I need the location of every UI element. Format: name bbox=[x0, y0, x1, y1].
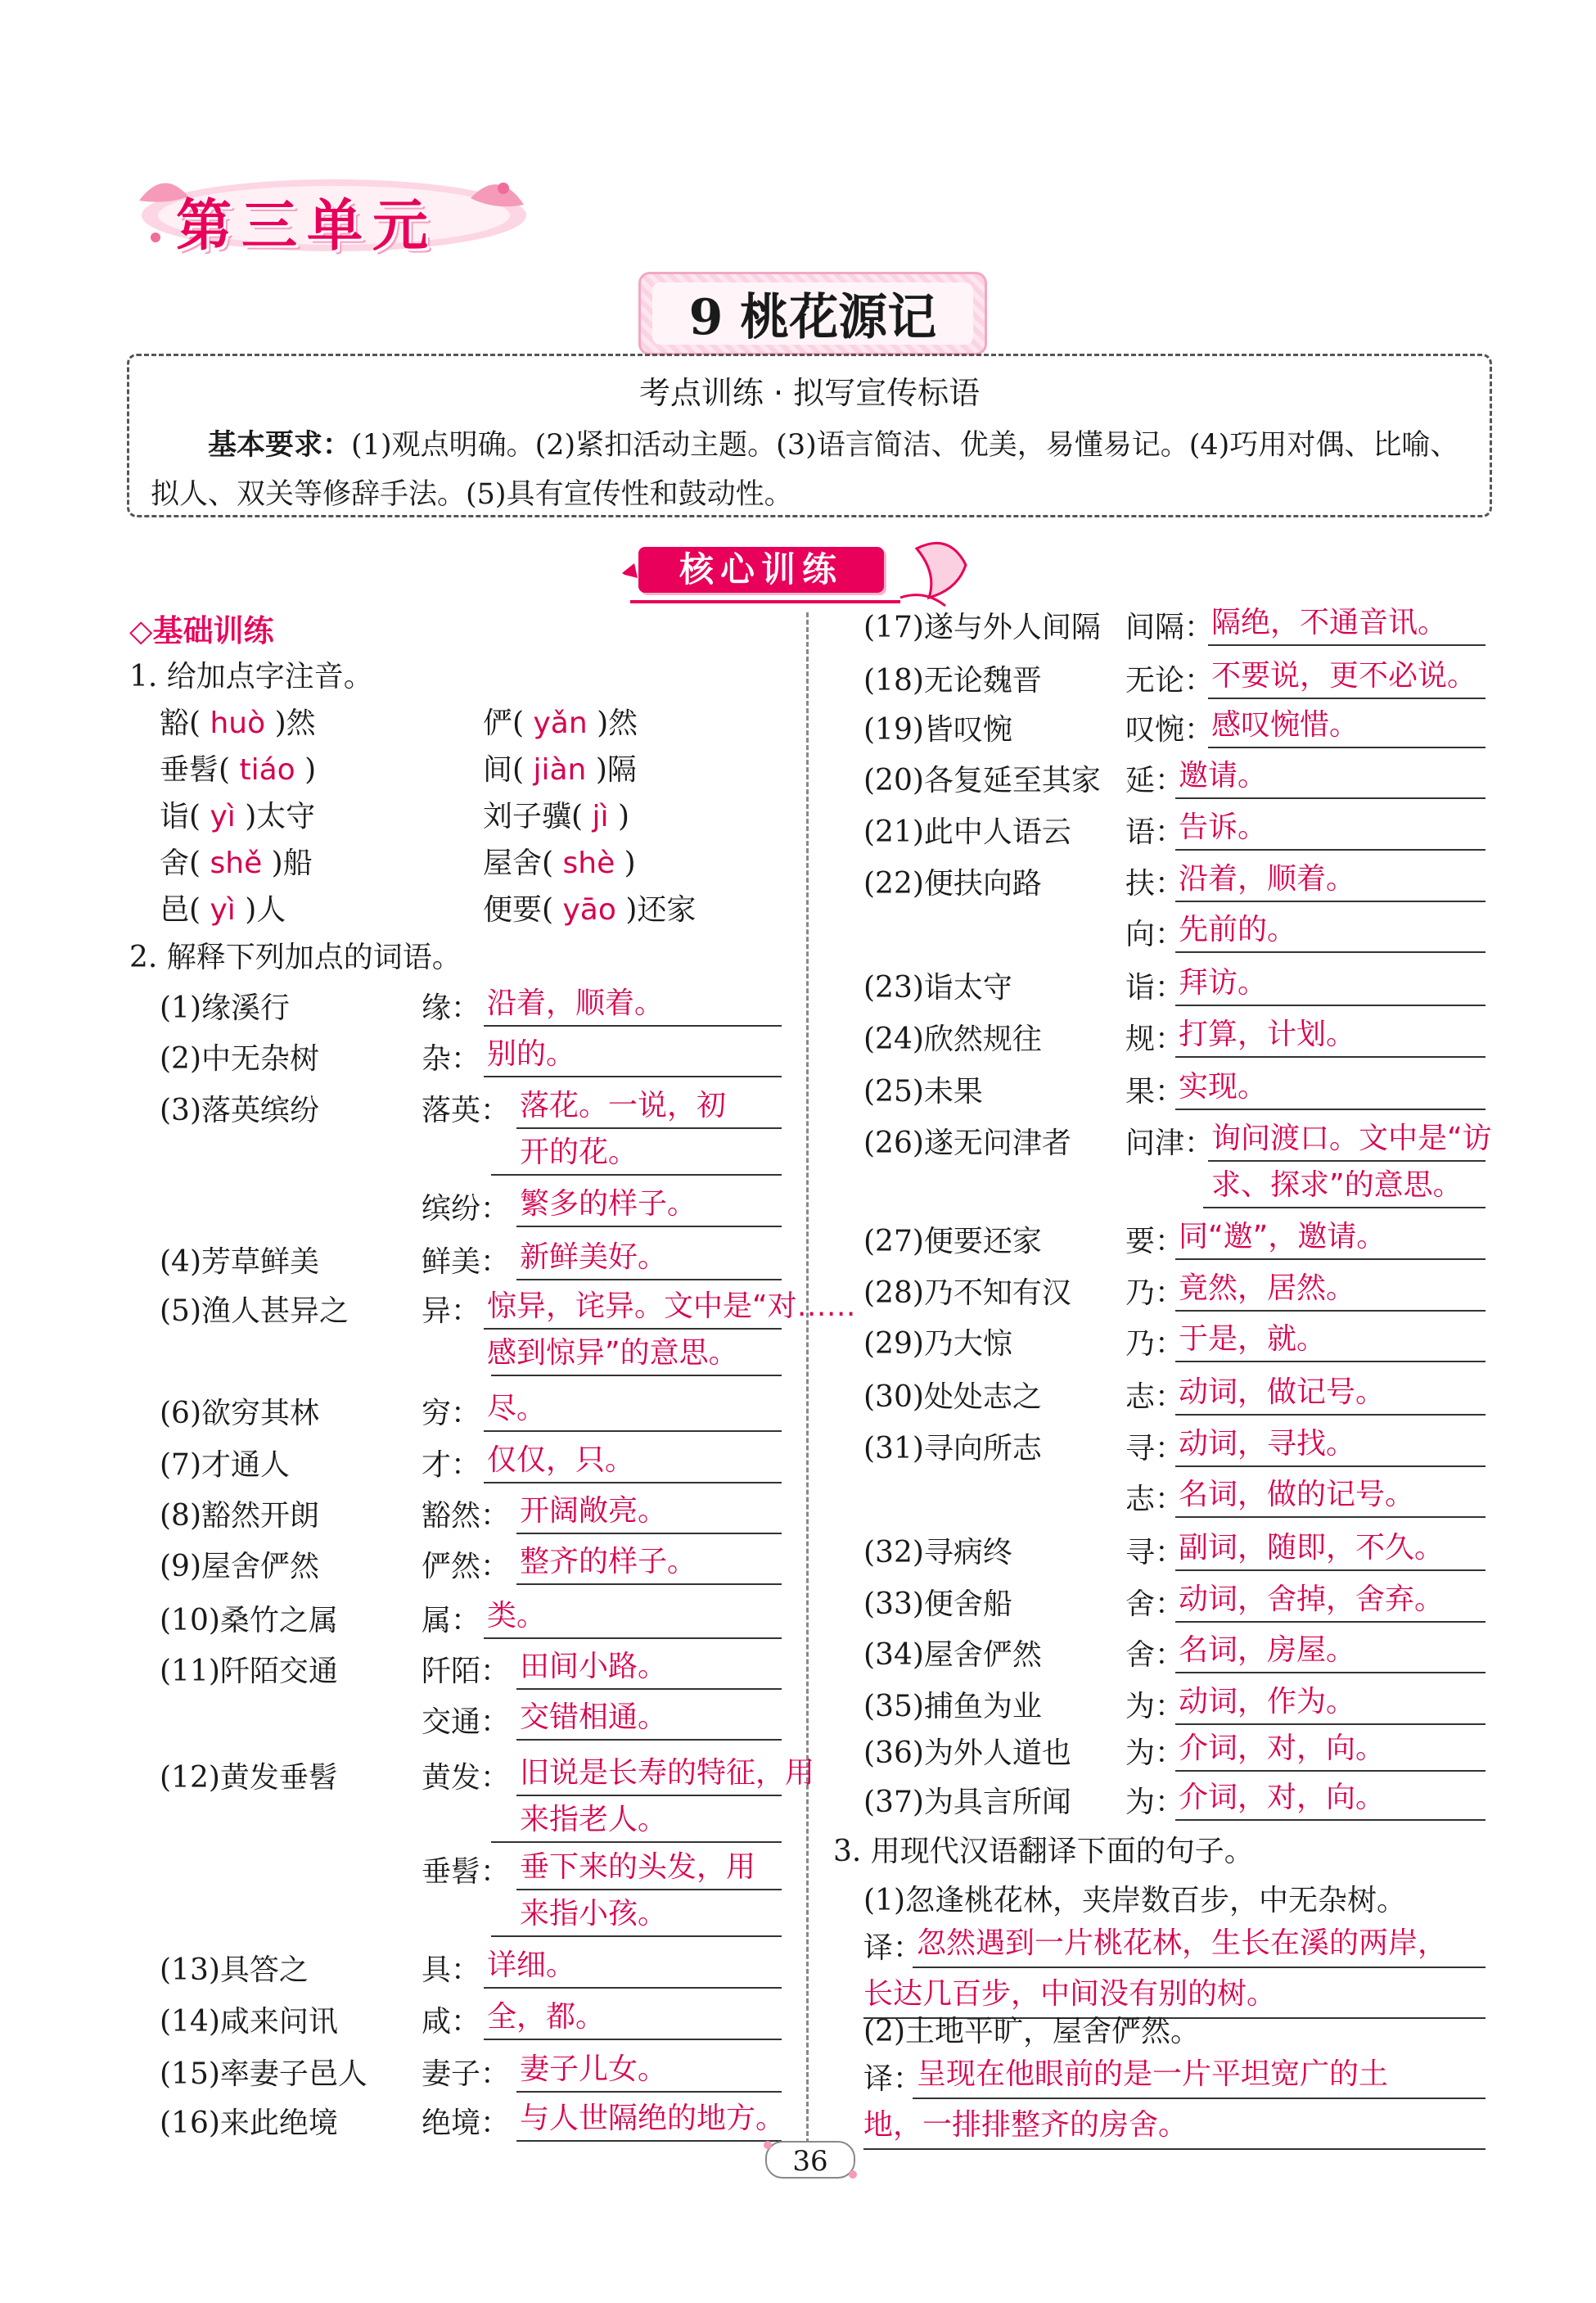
q2-keyword: 诣： bbox=[1125, 971, 1185, 1005]
requirement-body: (1)观点明确。(2)紧扣活动主题。(3)语言简洁、优美，易懂易记。(4)巧用对偶、比喻、拟人、双关等修辞手法。(5)具有宣传性和鼓动性。 bbox=[151, 429, 1459, 511]
pinyin-item bbox=[483, 846, 636, 882]
q2-keyword: 妻子： bbox=[422, 2057, 511, 2091]
q2-question: (16)来此绝境 bbox=[160, 2107, 338, 2140]
q2-question: (10)桑竹之属 bbox=[160, 1604, 338, 1637]
pinyin-item bbox=[483, 706, 638, 742]
q2-question: (11)阡陌交通 bbox=[160, 1655, 338, 1688]
q3-answer: 地，一排排整齐的房舍。 bbox=[863, 2108, 1188, 2142]
pinyin-item bbox=[160, 706, 316, 742]
q2-question: (31)寻向所志 bbox=[863, 1432, 1042, 1465]
pinyin-word: 垂髫( bbox=[160, 753, 231, 787]
q2-answer-line bbox=[1175, 1056, 1486, 1058]
q2-question: (21)此中人语云 bbox=[863, 815, 1071, 849]
q2-question: (17)遂与外人间隔 bbox=[863, 611, 1101, 644]
q2-keyword: 寻： bbox=[1125, 1536, 1185, 1569]
q2-answer: 落花。一说，初 bbox=[520, 1089, 727, 1122]
q2-answer: 新鲜美好。 bbox=[520, 1240, 668, 1274]
q2-answer: 沿着，顺着。 bbox=[1179, 862, 1356, 896]
pinyin-word: 豁( bbox=[160, 707, 201, 740]
pinyin-suffix: )隔 bbox=[595, 753, 637, 787]
pinyin-word: 诣( bbox=[160, 800, 201, 833]
q2-keyword: 异： bbox=[422, 1294, 481, 1328]
q2-answer-line bbox=[516, 1795, 782, 1796]
q2-answer: 动词，作为。 bbox=[1179, 1685, 1356, 1718]
q3-sentence: (2)土地平旷，屋舍俨然。 bbox=[863, 2015, 1200, 2048]
q2-question: (20)各复延至其家 bbox=[863, 764, 1101, 797]
q2-title: 2. 解释下列加点的词语。 bbox=[129, 941, 462, 974]
pinyin-item bbox=[160, 846, 313, 882]
q2-answer: 旧说是长寿的特征，用 bbox=[520, 1756, 815, 1790]
q2-keyword: 乃： bbox=[1125, 1276, 1185, 1310]
q2-keyword: 缤纷： bbox=[422, 1192, 511, 1226]
pinyin-suffix: )还家 bbox=[625, 893, 697, 927]
q2-answer: 介词，对，向。 bbox=[1179, 1781, 1386, 1814]
q2-answer-line bbox=[516, 1583, 782, 1585]
q2-keyword: 规： bbox=[1125, 1023, 1185, 1056]
pinyin-answer: shè bbox=[553, 847, 624, 880]
q2-keyword: 具： bbox=[422, 1953, 481, 1987]
unit-title: 第三单元 bbox=[176, 194, 439, 259]
q2-keyword: 才： bbox=[422, 1448, 481, 1482]
q2-question: (18)无论魏晋 bbox=[863, 664, 1042, 698]
q2-keyword: 为： bbox=[1125, 1736, 1185, 1770]
q2-answer-line bbox=[1175, 797, 1486, 799]
q2-question: (26)遂无问津者 bbox=[863, 1127, 1071, 1160]
q2-answer-line bbox=[1175, 1361, 1486, 1362]
q2-question: (8)豁然开朗 bbox=[160, 1499, 319, 1533]
q2-answer: 繁多的样子。 bbox=[520, 1187, 697, 1221]
q2-answer-line bbox=[1175, 1310, 1486, 1312]
q3-answer-line bbox=[913, 1967, 1486, 1968]
q2-question: (7)才通人 bbox=[160, 1448, 290, 1482]
q2-answer-line bbox=[1175, 1414, 1486, 1416]
q2-question: (12)黄发垂髫 bbox=[160, 1761, 338, 1795]
q2-answer-line bbox=[484, 1076, 782, 1077]
pinyin-answer: yì bbox=[201, 893, 246, 927]
pinyin-suffix: )太守 bbox=[245, 800, 316, 833]
lesson-title: 9 桃花源记 bbox=[652, 282, 973, 345]
pinyin-word: 间( bbox=[483, 753, 525, 787]
q2-answer-line bbox=[484, 1482, 782, 1483]
q2-answer-line bbox=[1175, 1723, 1486, 1725]
q2-keyword: 垂髫： bbox=[422, 1855, 511, 1889]
q2-answer-line bbox=[516, 1127, 782, 1129]
pinyin-word: 屋舍( bbox=[483, 847, 554, 880]
q2-answer: 开的花。 bbox=[520, 1136, 638, 1169]
q2-answer-line bbox=[491, 1935, 782, 1937]
q2-answer: 名词，房屋。 bbox=[1179, 1633, 1356, 1667]
q2-answer-line bbox=[1203, 1207, 1486, 1208]
q2-answer: 感到惊异”的意思。 bbox=[487, 1336, 738, 1370]
q2-keyword: 叹惋： bbox=[1125, 713, 1215, 747]
q2-keyword: 黄发： bbox=[422, 1761, 511, 1795]
q2-keyword: 豁然： bbox=[422, 1499, 511, 1533]
q2-answer: 来指老人。 bbox=[520, 1803, 668, 1836]
q2-question: (33)便舍船 bbox=[863, 1587, 1012, 1621]
pinyin-word: 俨( bbox=[483, 707, 525, 740]
pinyin-item bbox=[483, 892, 696, 928]
q2-answer: 交错相通。 bbox=[520, 1700, 668, 1734]
pinyin-item bbox=[160, 752, 316, 788]
q2-answer-line bbox=[484, 1637, 782, 1639]
q2-question: (37)为具言所闻 bbox=[863, 1786, 1071, 1819]
q3-answer-line bbox=[863, 2148, 1486, 2150]
pinyin-answer: jiàn bbox=[524, 753, 596, 787]
q2-answer: 详细。 bbox=[487, 1949, 576, 1982]
q2-question: (9)屋舍俨然 bbox=[160, 1550, 319, 1583]
q2-question: (2)中无杂树 bbox=[160, 1042, 319, 1076]
q2-answer-line bbox=[1175, 951, 1486, 953]
q2-keyword: 属： bbox=[422, 1604, 481, 1637]
q2-answer-line bbox=[1175, 849, 1486, 851]
q2-answer: 垂下来的头发，用 bbox=[520, 1850, 756, 1884]
q2-answer: 于是，就。 bbox=[1179, 1322, 1327, 1356]
q2-keyword: 向： bbox=[1125, 918, 1185, 951]
q2-answer-line bbox=[1175, 1258, 1486, 1260]
q2-answer-line bbox=[1175, 1516, 1486, 1518]
q2-keyword: 穷： bbox=[422, 1397, 481, 1430]
q2-answer-line bbox=[1175, 1770, 1486, 1772]
q2-keyword: 延： bbox=[1125, 764, 1185, 797]
q2-answer-line bbox=[491, 1841, 782, 1843]
q2-answer: 田间小路。 bbox=[520, 1650, 668, 1683]
q2-keyword: 语： bbox=[1125, 815, 1185, 849]
pinyin-suffix: ) bbox=[624, 847, 636, 880]
pinyin-item bbox=[160, 892, 286, 928]
q2-answer-line bbox=[1175, 1672, 1486, 1673]
core-training-title: 核心训练 bbox=[638, 547, 884, 593]
q2-keyword: 咸： bbox=[422, 2005, 481, 2039]
q3-label: 译： bbox=[863, 1931, 923, 1965]
q2-answer-line bbox=[516, 2091, 782, 2093]
q2-answer: 询问渡口。文中是“访 bbox=[1211, 1122, 1492, 1155]
q2-question: (32)寻病终 bbox=[863, 1536, 1012, 1569]
pinyin-suffix: )然 bbox=[274, 707, 316, 740]
q2-keyword: 杂： bbox=[422, 1042, 481, 1076]
q2-keyword: 舍： bbox=[1125, 1587, 1185, 1621]
q2-keyword: 交通： bbox=[422, 1705, 511, 1739]
pinyin-suffix: )然 bbox=[597, 707, 638, 740]
q2-answer-line bbox=[516, 1226, 782, 1227]
requirement-box bbox=[127, 354, 1492, 517]
pinyin-word: 舍( bbox=[160, 847, 201, 880]
pinyin-item bbox=[483, 799, 629, 835]
q2-answer: 打算，计划。 bbox=[1179, 1018, 1356, 1051]
q2-keyword: 缘： bbox=[422, 991, 481, 1025]
q2-answer-line bbox=[1175, 1005, 1486, 1006]
q2-answer-line bbox=[1175, 1819, 1486, 1821]
pinyin-answer: shě bbox=[201, 847, 272, 880]
q2-answer: 告诉。 bbox=[1179, 811, 1268, 844]
q3-sentence: (1)忽逢桃花林，夹岸数百步，中无杂树。 bbox=[863, 1884, 1406, 1917]
q2-answer-line bbox=[1175, 1109, 1486, 1110]
q2-answer-line bbox=[484, 1328, 782, 1330]
q2-question: (19)皆叹惋 bbox=[863, 713, 1012, 747]
q3-answer: 忽然遇到一片桃花林，生长在溪的两岸， bbox=[917, 1926, 1448, 1960]
q2-answer: 动词，寻找。 bbox=[1179, 1427, 1356, 1461]
pinyin-answer: yì bbox=[201, 800, 246, 833]
q1-title: 1. 给加点字注音。 bbox=[129, 660, 373, 693]
q2-question: (13)具答之 bbox=[160, 1953, 309, 1987]
q2-question: (22)便扶向路 bbox=[863, 867, 1042, 901]
q2-keyword: 无论： bbox=[1125, 664, 1215, 698]
q2-answer: 先前的。 bbox=[1179, 913, 1297, 946]
q2-answer-line bbox=[491, 1174, 782, 1176]
q2-question: (29)乃大惊 bbox=[863, 1327, 1012, 1361]
q2-answer-line bbox=[484, 1987, 782, 1989]
q2-answer-line bbox=[516, 1688, 782, 1690]
q2-answer: 动词，做记号。 bbox=[1179, 1375, 1386, 1409]
q2-question: (28)乃不知有汉 bbox=[863, 1276, 1071, 1310]
q2-answer-line bbox=[484, 1025, 782, 1027]
q2-question: (27)便要还家 bbox=[863, 1225, 1042, 1258]
q2-answer-line bbox=[484, 2039, 782, 2040]
q2-answer: 不要说，更不必说。 bbox=[1211, 659, 1477, 693]
pinyin-answer: jì bbox=[583, 800, 618, 833]
pinyin-suffix: )人 bbox=[245, 893, 286, 927]
requirement-label: 基本要求： bbox=[208, 429, 352, 462]
q2-answer: 感叹惋惜。 bbox=[1211, 708, 1359, 742]
pinyin-suffix: )船 bbox=[271, 847, 313, 880]
pinyin-word: 刘子骥( bbox=[483, 800, 584, 833]
q2-question: (24)欣然规往 bbox=[863, 1023, 1042, 1056]
requirement-text bbox=[151, 421, 1468, 519]
q2-keyword: 问津： bbox=[1125, 1127, 1215, 1160]
q2-answer: 隔绝，不通音讯。 bbox=[1211, 606, 1448, 639]
pinyin-item bbox=[160, 799, 315, 835]
q2-answer: 惊异，诧异。文中是“对…… bbox=[487, 1289, 856, 1323]
q2-answer-line bbox=[491, 1375, 782, 1376]
q2-answer: 名词，做的记号。 bbox=[1179, 1478, 1415, 1511]
q2-answer: 尽。 bbox=[487, 1392, 547, 1425]
q2-keyword: 志： bbox=[1125, 1483, 1185, 1516]
q2-keyword: 乃： bbox=[1125, 1327, 1185, 1361]
q2-keyword: 落英： bbox=[422, 1094, 511, 1127]
pinyin-word: 邑( bbox=[160, 893, 201, 927]
pinyin-word: 便要( bbox=[483, 893, 554, 927]
q2-answer: 实现。 bbox=[1179, 1070, 1268, 1104]
lesson-title-box bbox=[638, 272, 987, 355]
q2-keyword: 间隔： bbox=[1125, 611, 1215, 644]
q2-answer: 全，都。 bbox=[487, 2000, 606, 2034]
q2-answer: 来指小孩。 bbox=[520, 1897, 668, 1930]
q2-answer: 整齐的样子。 bbox=[520, 1545, 697, 1578]
q2-answer-line bbox=[516, 1533, 782, 1534]
q2-answer-line bbox=[1208, 698, 1486, 699]
q2-answer-line bbox=[1208, 1160, 1486, 1162]
q2-answer: 别的。 bbox=[487, 1037, 576, 1071]
q2-answer: 同“邀”，邀请。 bbox=[1179, 1220, 1386, 1253]
q3-answer: 长达几百步，中间没有别的树。 bbox=[863, 1977, 1277, 2011]
q3-label: 译： bbox=[863, 2062, 923, 2096]
q2-answer-line bbox=[516, 1889, 782, 1890]
page-number: 36 bbox=[792, 2145, 828, 2178]
q2-question: (25)未果 bbox=[863, 1075, 983, 1109]
q2-answer-line bbox=[1208, 747, 1486, 748]
q2-keyword: 绝境： bbox=[422, 2107, 511, 2140]
section-basic-heading: ◇基础训练 bbox=[129, 613, 274, 648]
q2-answer-line bbox=[1208, 644, 1486, 646]
pinyin-item bbox=[483, 752, 637, 788]
q2-question: (34)屋舍俨然 bbox=[863, 1638, 1042, 1672]
q2-answer: 拜访。 bbox=[1179, 966, 1268, 1000]
q2-answer-line bbox=[1175, 1569, 1486, 1571]
q2-answer-line bbox=[484, 1430, 782, 1432]
q2-keyword: 志： bbox=[1125, 1380, 1185, 1414]
q2-answer: 类。 bbox=[487, 1599, 547, 1632]
q2-question: (3)落英缤纷 bbox=[160, 1094, 319, 1127]
q2-answer: 求、探求”的意思。 bbox=[1211, 1168, 1463, 1202]
q2-keyword: 鲜美： bbox=[422, 1245, 511, 1279]
q2-answer-line bbox=[516, 1279, 782, 1280]
q2-answer: 仅仅，只。 bbox=[487, 1443, 635, 1477]
pinyin-answer: tiáo bbox=[230, 753, 305, 787]
q2-question: (5)渔人甚异之 bbox=[160, 1294, 349, 1328]
q2-answer-line bbox=[516, 2140, 782, 2142]
q3-answer: 呈现在他眼前的是一片平坦宽广的土 bbox=[917, 2057, 1389, 2091]
requirement-heading: 考点训练 · 拟写宣传标语 bbox=[638, 375, 981, 411]
q2-answer: 开阔敞亮。 bbox=[520, 1494, 668, 1528]
q2-keyword: 为： bbox=[1125, 1786, 1185, 1819]
q2-answer: 沿着，顺着。 bbox=[487, 987, 665, 1020]
q2-keyword: 阡陌： bbox=[422, 1655, 511, 1688]
q2-question: (35)捕鱼为业 bbox=[863, 1690, 1042, 1723]
q2-question: (14)咸来问讯 bbox=[160, 2005, 338, 2039]
q2-answer: 动词，舍掉，舍弃。 bbox=[1179, 1583, 1445, 1616]
q2-keyword: 舍： bbox=[1125, 1638, 1185, 1672]
q2-question: (23)诣太守 bbox=[863, 971, 1012, 1005]
q2-keyword: 果： bbox=[1125, 1075, 1185, 1109]
q3-title: 3. 用现代汉语翻译下面的句子。 bbox=[833, 1835, 1254, 1868]
pinyin-suffix: ) bbox=[304, 753, 317, 787]
q2-answer-line bbox=[516, 1739, 782, 1741]
q2-question: (4)芳草鲜美 bbox=[160, 1245, 319, 1279]
pinyin-suffix: ) bbox=[617, 800, 629, 833]
q3-answer-line bbox=[913, 2098, 1486, 2099]
q2-keyword: 要： bbox=[1125, 1225, 1185, 1258]
q2-keyword: 扶： bbox=[1125, 867, 1185, 901]
q2-answer: 介词，对，向。 bbox=[1179, 1732, 1386, 1765]
q2-question: (6)欲穷其林 bbox=[160, 1397, 319, 1430]
q2-question: (36)为外人道也 bbox=[863, 1736, 1071, 1770]
q2-answer-line bbox=[1175, 901, 1486, 902]
q2-keyword: 寻： bbox=[1125, 1432, 1185, 1465]
q2-question: (30)处处志之 bbox=[863, 1380, 1042, 1414]
q2-answer: 妻子儿女。 bbox=[520, 2052, 668, 2086]
column-divider bbox=[806, 612, 809, 2143]
q2-question: (1)缘溪行 bbox=[160, 991, 290, 1025]
pinyin-answer: huò bbox=[201, 707, 275, 740]
pinyin-answer: yǎn bbox=[524, 707, 597, 740]
q2-answer-line bbox=[1175, 1465, 1486, 1467]
q2-answer-line bbox=[1175, 1621, 1486, 1623]
q2-answer: 与人世隔绝的地方。 bbox=[520, 2102, 786, 2135]
pinyin-answer: yāo bbox=[553, 893, 626, 927]
q2-answer: 副词，随即，不久。 bbox=[1179, 1531, 1445, 1565]
q2-answer: 邀请。 bbox=[1179, 759, 1268, 793]
q2-question: (15)率妻子邑人 bbox=[160, 2057, 367, 2091]
q2-keyword: 俨然： bbox=[422, 1550, 511, 1583]
q2-keyword: 为： bbox=[1125, 1690, 1185, 1723]
q2-answer: 竟然，居然。 bbox=[1179, 1271, 1356, 1305]
